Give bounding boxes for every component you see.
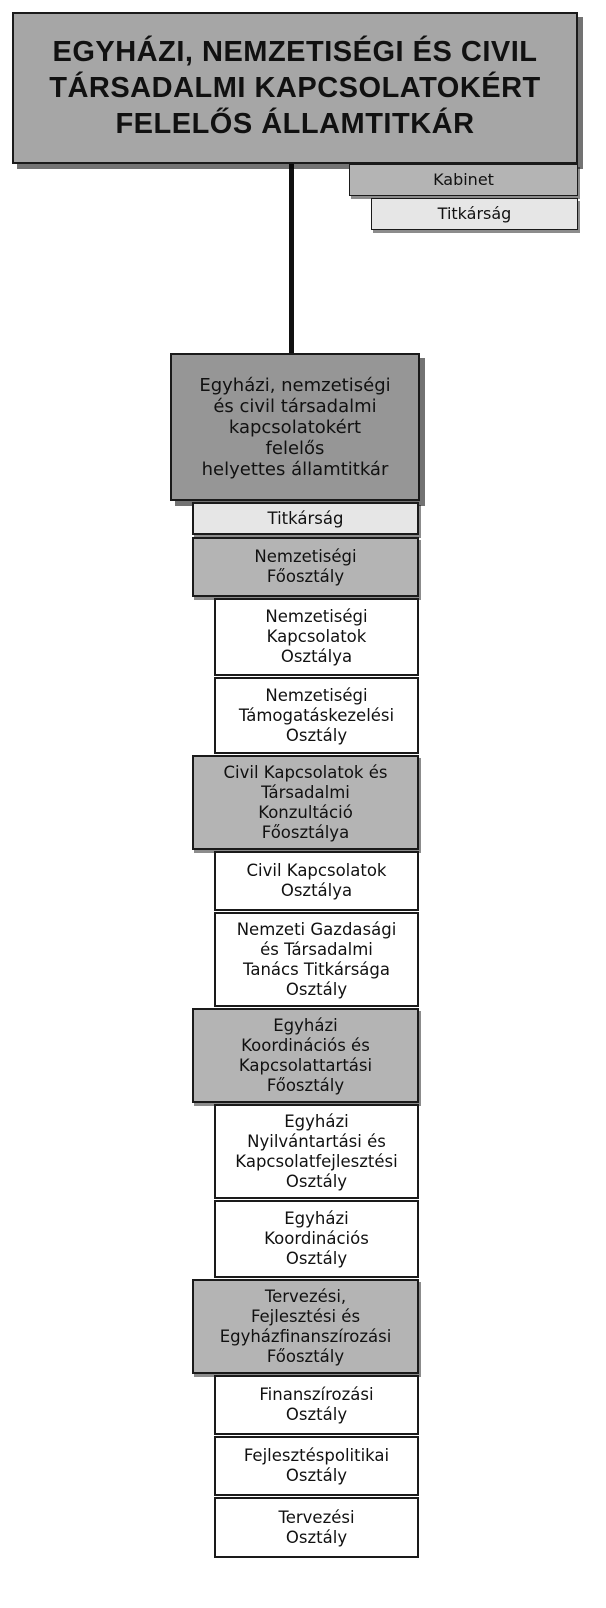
department-tervezesi: Tervezési Osztály xyxy=(214,1497,419,1558)
department-nemzetisegi-tamogataskezelesi: Nemzetiségi Támogatáskezelési Osztály xyxy=(214,677,419,754)
kabinet-box: Kabinet xyxy=(349,164,578,196)
state-secretary-box: EGYHÁZI, NEMZETISÉGI ÉS CIVIL TÁRSADALMI KAPCSOLATOKÉRT FELELŐS ÁLLAMTITKÁR xyxy=(12,12,578,164)
connector-line-main xyxy=(289,164,294,353)
department-civil-kapcsolatok: Civil Kapcsolatok Osztálya xyxy=(214,851,419,911)
department-finanszirozasi: Finanszírozási Osztály xyxy=(214,1375,419,1435)
department-ngtt-titkarsag: Nemzeti Gazdasági és Társadalmi Tanács Titkársága Osztály xyxy=(214,912,419,1007)
main-department-nemzetisegi: Nemzetiségi Főosztály xyxy=(192,537,419,597)
department-egyhazi-nyilvantartasi: Egyházi Nyilvántartási és Kapcsolatfejlesztési Osztály xyxy=(214,1104,419,1199)
department-fejlesztespolitikai: Fejlesztéspolitikai Osztály xyxy=(214,1436,419,1496)
main-department-tervezesi-fejlesztesi: Tervezési, Fejlesztési és Egyházfinanszírozási Főosztály xyxy=(192,1279,419,1374)
department-nemzetisegi-kapcsolatok: Nemzetiségi Kapcsolatok Osztálya xyxy=(214,598,419,676)
deputy-state-secretary-box: Egyházi, nemzetiségi és civil társadalmi kapcsolatokért felelős helyettes államtitkár xyxy=(170,353,420,501)
main-department-civil-kapcsolatok: Civil Kapcsolatok és Társadalmi Konzultáció Főosztálya xyxy=(192,755,419,850)
department-egyhazi-koordinacios: Egyházi Koordinációs Osztály xyxy=(214,1200,419,1278)
deputy-secretariat-box: Titkárság xyxy=(192,502,419,535)
state-secretary-secretariat-box: Titkárság xyxy=(371,198,578,230)
main-department-egyhazi-koordinacios: Egyházi Koordinációs és Kapcsolattartási Főosztály xyxy=(192,1008,419,1103)
